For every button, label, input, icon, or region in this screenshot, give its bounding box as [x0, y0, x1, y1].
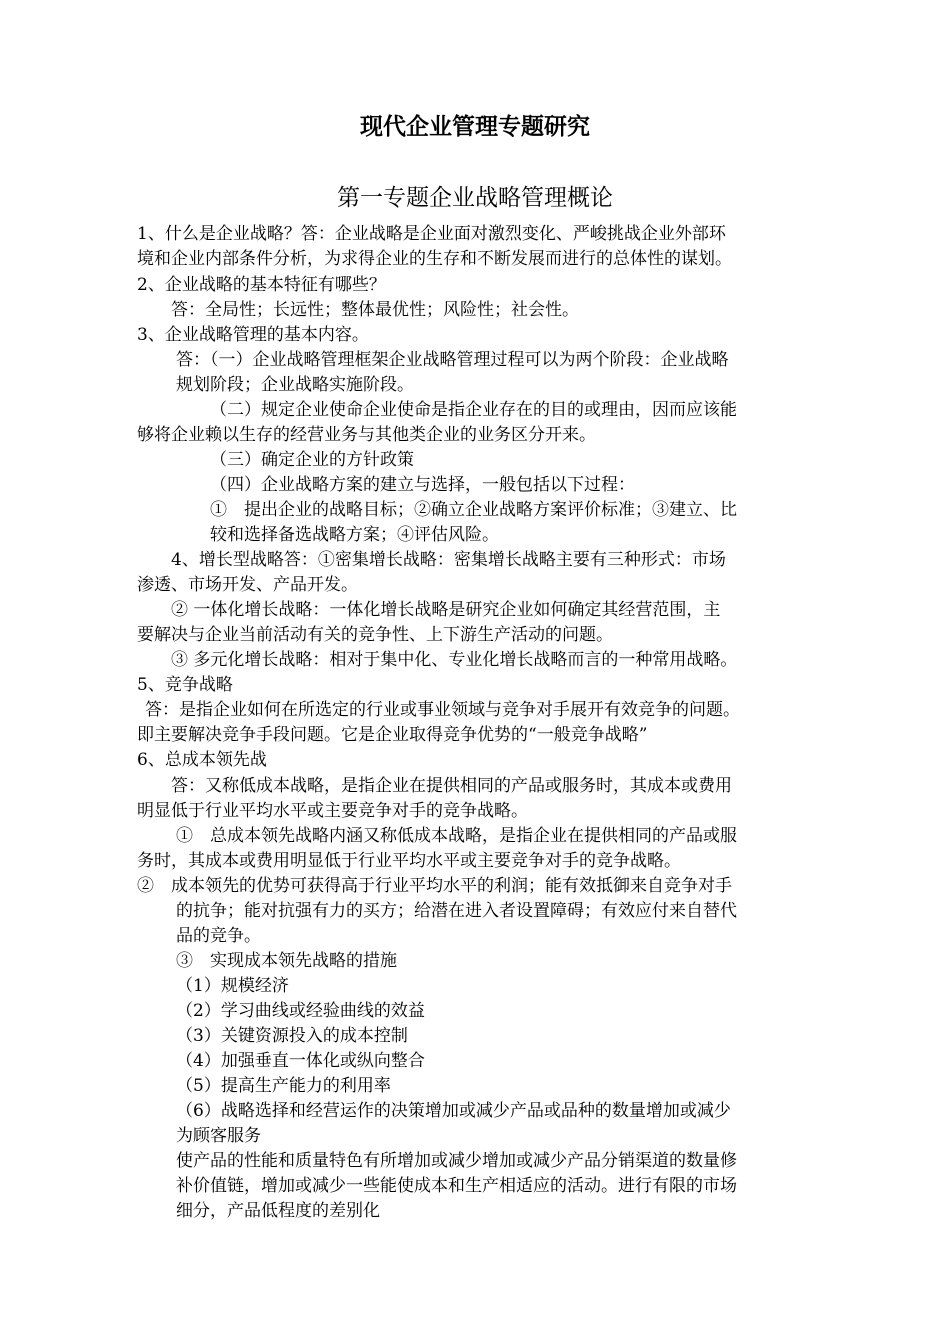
text-line: （2）学习曲线或经验曲线的效益 — [176, 1001, 425, 1021]
text-line: 4、增长型战略答：①密集增长战略：密集增长战略主要有三种形式：市场 — [171, 550, 726, 570]
text-line: 3、企业战略管理的基本内容。 — [137, 325, 369, 345]
text-line: ① 提出企业的战略目标；②确立企业战略方案评价标准；③建立、比 — [210, 500, 737, 520]
text-line: ② 一体化增长战略：一体化增长战略是研究企业如何确定其经营范围，主 — [171, 600, 721, 620]
text-line: 较和选择备选战略方案；④评估风险。 — [210, 525, 499, 545]
text-line: 品的竞争。 — [176, 926, 261, 946]
text-line: 1、什么是企业战略？答：企业战略是企业面对激烈变化、严峻挑战企业外部环 — [137, 224, 726, 244]
text-line: 答：（一）企业战略管理框架企业战略管理过程可以为两个阶段：企业战略 — [176, 350, 729, 370]
text-line: ① 总成本领先战略内涵又称低成本战略，是指企业在提供相同的产品或服 — [176, 826, 737, 846]
text-line: （3）关键资源投入的成本控制 — [176, 1026, 408, 1046]
text-line: 够将企业赖以生存的经营业务与其他类企业的业务区分开来。 — [137, 425, 596, 445]
text-line: 明显低于行业平均水平或主要竞争对手的竞争战略。 — [137, 801, 528, 821]
text-line: 补价值链，增加或减少一些能使成本和生产相适应的活动。进行有限的市场 — [176, 1176, 737, 1196]
text-line: 规划阶段；企业战略实施阶段。 — [176, 375, 414, 395]
text-line: 要解决与企业当前活动有关的竞争性、上下游生产活动的问题。 — [137, 625, 613, 645]
text-line: 渗透、市场开发、产品开发。 — [137, 575, 358, 595]
text-line: 为顾客服务 — [176, 1126, 261, 1146]
text-line: （5）提高生产能力的利用率 — [176, 1076, 391, 1096]
text-line: ② 成本领先的优势可获得高于行业平均水平的利润；能有效抵御来自竞争对手 — [137, 876, 732, 896]
text-line: 5、竞争战略 — [137, 675, 233, 695]
text-line: （6）战略选择和经营运作的决策增加或减少产品或品种的数量增加或减少 — [176, 1101, 731, 1121]
text-line: 6、总成本领先战 — [137, 750, 267, 770]
text-line: （四）企业战略方案的建立与选择，一般包括以下过程： — [210, 475, 635, 495]
text-line: 即主要解决竞争手段问题。它是企业取得竞争优势的“一般竞争战略” — [137, 725, 648, 745]
text-line: 答：全局性；长远性；整体最优性；风险性；社会性。 — [171, 300, 579, 320]
text-line: ③ 多元化增长战略：相对于集中化、专业化增长战略而言的一种常用战略。 — [171, 650, 738, 670]
text-line: ③ 实现成本领先战略的措施 — [176, 951, 397, 971]
text-line: 答：又称低成本战略，是指企业在提供相同的产品或服务时，其成本或费用 — [171, 776, 732, 796]
text-line: 使产品的性能和质量特色有所增加或减少增加或减少产品分销渠道的数量修 — [176, 1151, 737, 1171]
text-line: 的抗争；能对抗强有力的买方；给潜在进入者设置障碍；有效应付来自替代 — [176, 901, 737, 921]
text-line: （三）确定企业的方针政策 — [210, 450, 414, 470]
text-line: （二）规定企业使命企业使命是指企业存在的目的或理由，因而应该能 — [210, 400, 737, 420]
text-line: （1）规模经济 — [176, 976, 289, 996]
text-line: 境和企业内部条件分析，为求得企业的生存和不断发展而进行的总体性的谋划。 — [137, 249, 732, 269]
text-line: 务时，其成本或费用明显低于行业平均水平或主要竞争对手的竞争战略。 — [137, 851, 681, 871]
text-line: （4）加强垂直一体化或纵向整合 — [176, 1051, 425, 1071]
section-title: 第一专题企业战略管理概论 — [337, 185, 613, 211]
document-title: 现代企业管理专题研究 — [360, 114, 590, 140]
text-line: 2、企业战略的基本特征有哪些？ — [137, 275, 386, 295]
text-line: 答：是指企业如何在所选定的行业或事业领域与竞争对手展开有效竞争的问题。 — [145, 700, 740, 720]
text-line: 细分，产品低程度的差别化 — [176, 1201, 380, 1221]
